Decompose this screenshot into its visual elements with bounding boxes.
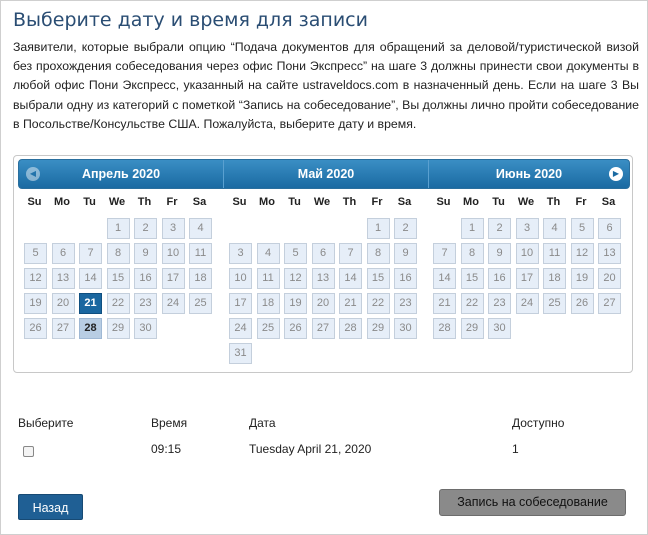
- calendar-day: 20: [312, 293, 335, 314]
- calendar-day: 12: [284, 268, 307, 289]
- calendar-day: 30: [134, 318, 157, 339]
- calendar-day: 8: [367, 243, 390, 264]
- weekday-header: Mo: [54, 196, 70, 208]
- slot-checkbox[interactable]: [23, 446, 34, 457]
- calendar-day: 16: [134, 268, 157, 289]
- calendar-day: 23: [394, 293, 417, 314]
- weekday-header: Th: [546, 196, 561, 208]
- weekday-header: Mo: [463, 196, 479, 208]
- weekday-header: We: [517, 196, 535, 208]
- calendar-day: 14: [339, 268, 362, 289]
- slot-date: Tuesday April 21, 2020: [249, 442, 372, 456]
- calendar-day: 9: [488, 243, 511, 264]
- date-picker: [13, 155, 633, 373]
- calendar-day: 6: [52, 243, 75, 264]
- calendar-day: 28: [433, 318, 456, 339]
- calendar-day: 19: [24, 293, 47, 314]
- calendar-day: 16: [394, 268, 417, 289]
- weekday-header: Th: [137, 196, 152, 208]
- calendar-day: 11: [543, 243, 566, 264]
- calendar-day: 1: [461, 218, 484, 239]
- calendar-day: 27: [52, 318, 75, 339]
- weekday-header: Fr: [166, 196, 178, 208]
- calendar-day[interactable]: 28: [79, 318, 102, 339]
- calendar-day: 2: [394, 218, 417, 239]
- calendar-day: 12: [571, 243, 594, 264]
- submit-interview-button[interactable]: Запись на собеседование: [439, 489, 626, 516]
- weekday-header: Sa: [192, 196, 207, 208]
- header-available: Доступно: [512, 416, 565, 430]
- calendar-day: 25: [543, 293, 566, 314]
- chevron-right-icon[interactable]: ▶: [609, 167, 623, 181]
- calendar-day: 28: [339, 318, 362, 339]
- calendar-day: 31: [229, 343, 252, 364]
- calendar-day: 9: [394, 243, 417, 264]
- calendar-day: 17: [229, 293, 252, 314]
- calendar-day: 27: [312, 318, 335, 339]
- calendar-day: 7: [433, 243, 456, 264]
- calendar-day: 18: [257, 293, 280, 314]
- calendar-day: 21: [339, 293, 362, 314]
- weekday-header: Su: [27, 196, 42, 208]
- calendar-day: 19: [571, 268, 594, 289]
- calendar-day: 24: [162, 293, 185, 314]
- calendar-day: 2: [134, 218, 157, 239]
- calendar-day: 11: [257, 268, 280, 289]
- calendar-day: 30: [488, 318, 511, 339]
- calendar-day: 15: [461, 268, 484, 289]
- calendar-day: 25: [189, 293, 212, 314]
- calendar-day: 12: [24, 268, 47, 289]
- calendar-day: 10: [229, 268, 252, 289]
- calendar-day: 2: [488, 218, 511, 239]
- slot-available-count: 1: [512, 442, 519, 456]
- calendar-day: 4: [189, 218, 212, 239]
- calendar-day: 30: [394, 318, 417, 339]
- calendar-day: 22: [461, 293, 484, 314]
- header-date: Дата: [249, 416, 276, 430]
- weekday-header: Fr: [575, 196, 587, 208]
- calendar-day: 19: [284, 293, 307, 314]
- weekday-header: Tu: [83, 196, 96, 208]
- calendar-day: 1: [367, 218, 390, 239]
- calendar-day: 22: [367, 293, 390, 314]
- slot-time: 09:15: [151, 442, 182, 456]
- weekday-header: Th: [342, 196, 357, 208]
- calendar-day: 18: [189, 268, 212, 289]
- calendar-day: 29: [107, 318, 130, 339]
- calendar-day: 6: [598, 218, 621, 239]
- weekday-header: Mo: [259, 196, 275, 208]
- calendar-day: 24: [229, 318, 252, 339]
- calendar-day: 14: [79, 268, 102, 289]
- calendar-day: 20: [52, 293, 75, 314]
- calendar-day: 7: [79, 243, 102, 264]
- calendar-day[interactable]: 21: [79, 293, 102, 314]
- calendar-day: 26: [571, 293, 594, 314]
- calendar-day: 8: [107, 243, 130, 264]
- chevron-left-icon[interactable]: ◀: [26, 167, 40, 181]
- page-title: Выберите дату и время для записи: [13, 9, 368, 31]
- calendar-day: 14: [433, 268, 456, 289]
- weekday-header: Su: [436, 196, 451, 208]
- calendar-day: 17: [516, 268, 539, 289]
- calendar-day: 3: [229, 243, 252, 264]
- intro-text: Заявители, которые выбрали опцию “Подача документов для обращений за деловой/туристической визой без прохождения собеседования через офис Пони Экспресс” на шаге 3 должны принести свои документы в любой офис Пони Экспресс, указанный на сайте ustraveldocs.com в назначенный день. Если на шаге 3 Вы выбрали одну из категорий с пометкой “Запись на собеседование”, Вы должны лично пройти собеседование в Посольстве/Консульстве США. Пожалуйста, выберите дату и время.: [13, 40, 639, 131]
- calendar-day: 10: [162, 243, 185, 264]
- calendar-day: 26: [284, 318, 307, 339]
- calendar-day: 13: [312, 268, 335, 289]
- calendar-day: 6: [312, 243, 335, 264]
- calendar-day: 10: [516, 243, 539, 264]
- calendar-day: 27: [598, 293, 621, 314]
- calendar-day: 26: [24, 318, 47, 339]
- weekday-header: Fr: [371, 196, 383, 208]
- weekday-header: Sa: [397, 196, 412, 208]
- calendar-day: 23: [134, 293, 157, 314]
- calendar-day: 4: [257, 243, 280, 264]
- calendar-day: 11: [189, 243, 212, 264]
- calendar-day: 1: [107, 218, 130, 239]
- header-time: Время: [151, 416, 188, 430]
- calendar-day: 4: [543, 218, 566, 239]
- calendar-day: 24: [516, 293, 539, 314]
- calendar-day: 13: [598, 243, 621, 264]
- calendar-day: 18: [543, 268, 566, 289]
- weekday-header: We: [108, 196, 126, 208]
- calendar-day: 3: [162, 218, 185, 239]
- calendar-day: 22: [107, 293, 130, 314]
- calendar-day: 29: [367, 318, 390, 339]
- month-title-may: Май 2020: [297, 167, 355, 181]
- calendar-day: 15: [107, 268, 130, 289]
- calendar-day: 23: [488, 293, 511, 314]
- calendar-day: 7: [339, 243, 362, 264]
- calendar-day: 3: [516, 218, 539, 239]
- calendar-day: 25: [257, 318, 280, 339]
- back-button[interactable]: Назад: [18, 494, 83, 520]
- calendar-day: 5: [284, 243, 307, 264]
- weekday-header: We: [313, 196, 331, 208]
- calendar-day: 16: [488, 268, 511, 289]
- calendar-header: [18, 159, 630, 189]
- weekday-header: Sa: [601, 196, 616, 208]
- calendar-day: 15: [367, 268, 390, 289]
- calendar-day: 17: [162, 268, 185, 289]
- weekday-header: Tu: [288, 196, 301, 208]
- weekday-header: Tu: [492, 196, 505, 208]
- calendar-day: 29: [461, 318, 484, 339]
- calendar-day: 21: [433, 293, 456, 314]
- month-title-june: Июнь 2020: [495, 167, 563, 181]
- calendar-day: 20: [598, 268, 621, 289]
- calendar-day: 13: [52, 268, 75, 289]
- header-select: Выберите: [18, 416, 74, 430]
- calendar-day: 9: [134, 243, 157, 264]
- calendar-day: 8: [461, 243, 484, 264]
- calendar-day: 5: [571, 218, 594, 239]
- weekday-header: Su: [232, 196, 247, 208]
- month-title-april: Апрель 2020: [81, 167, 161, 181]
- calendar-day: 5: [24, 243, 47, 264]
